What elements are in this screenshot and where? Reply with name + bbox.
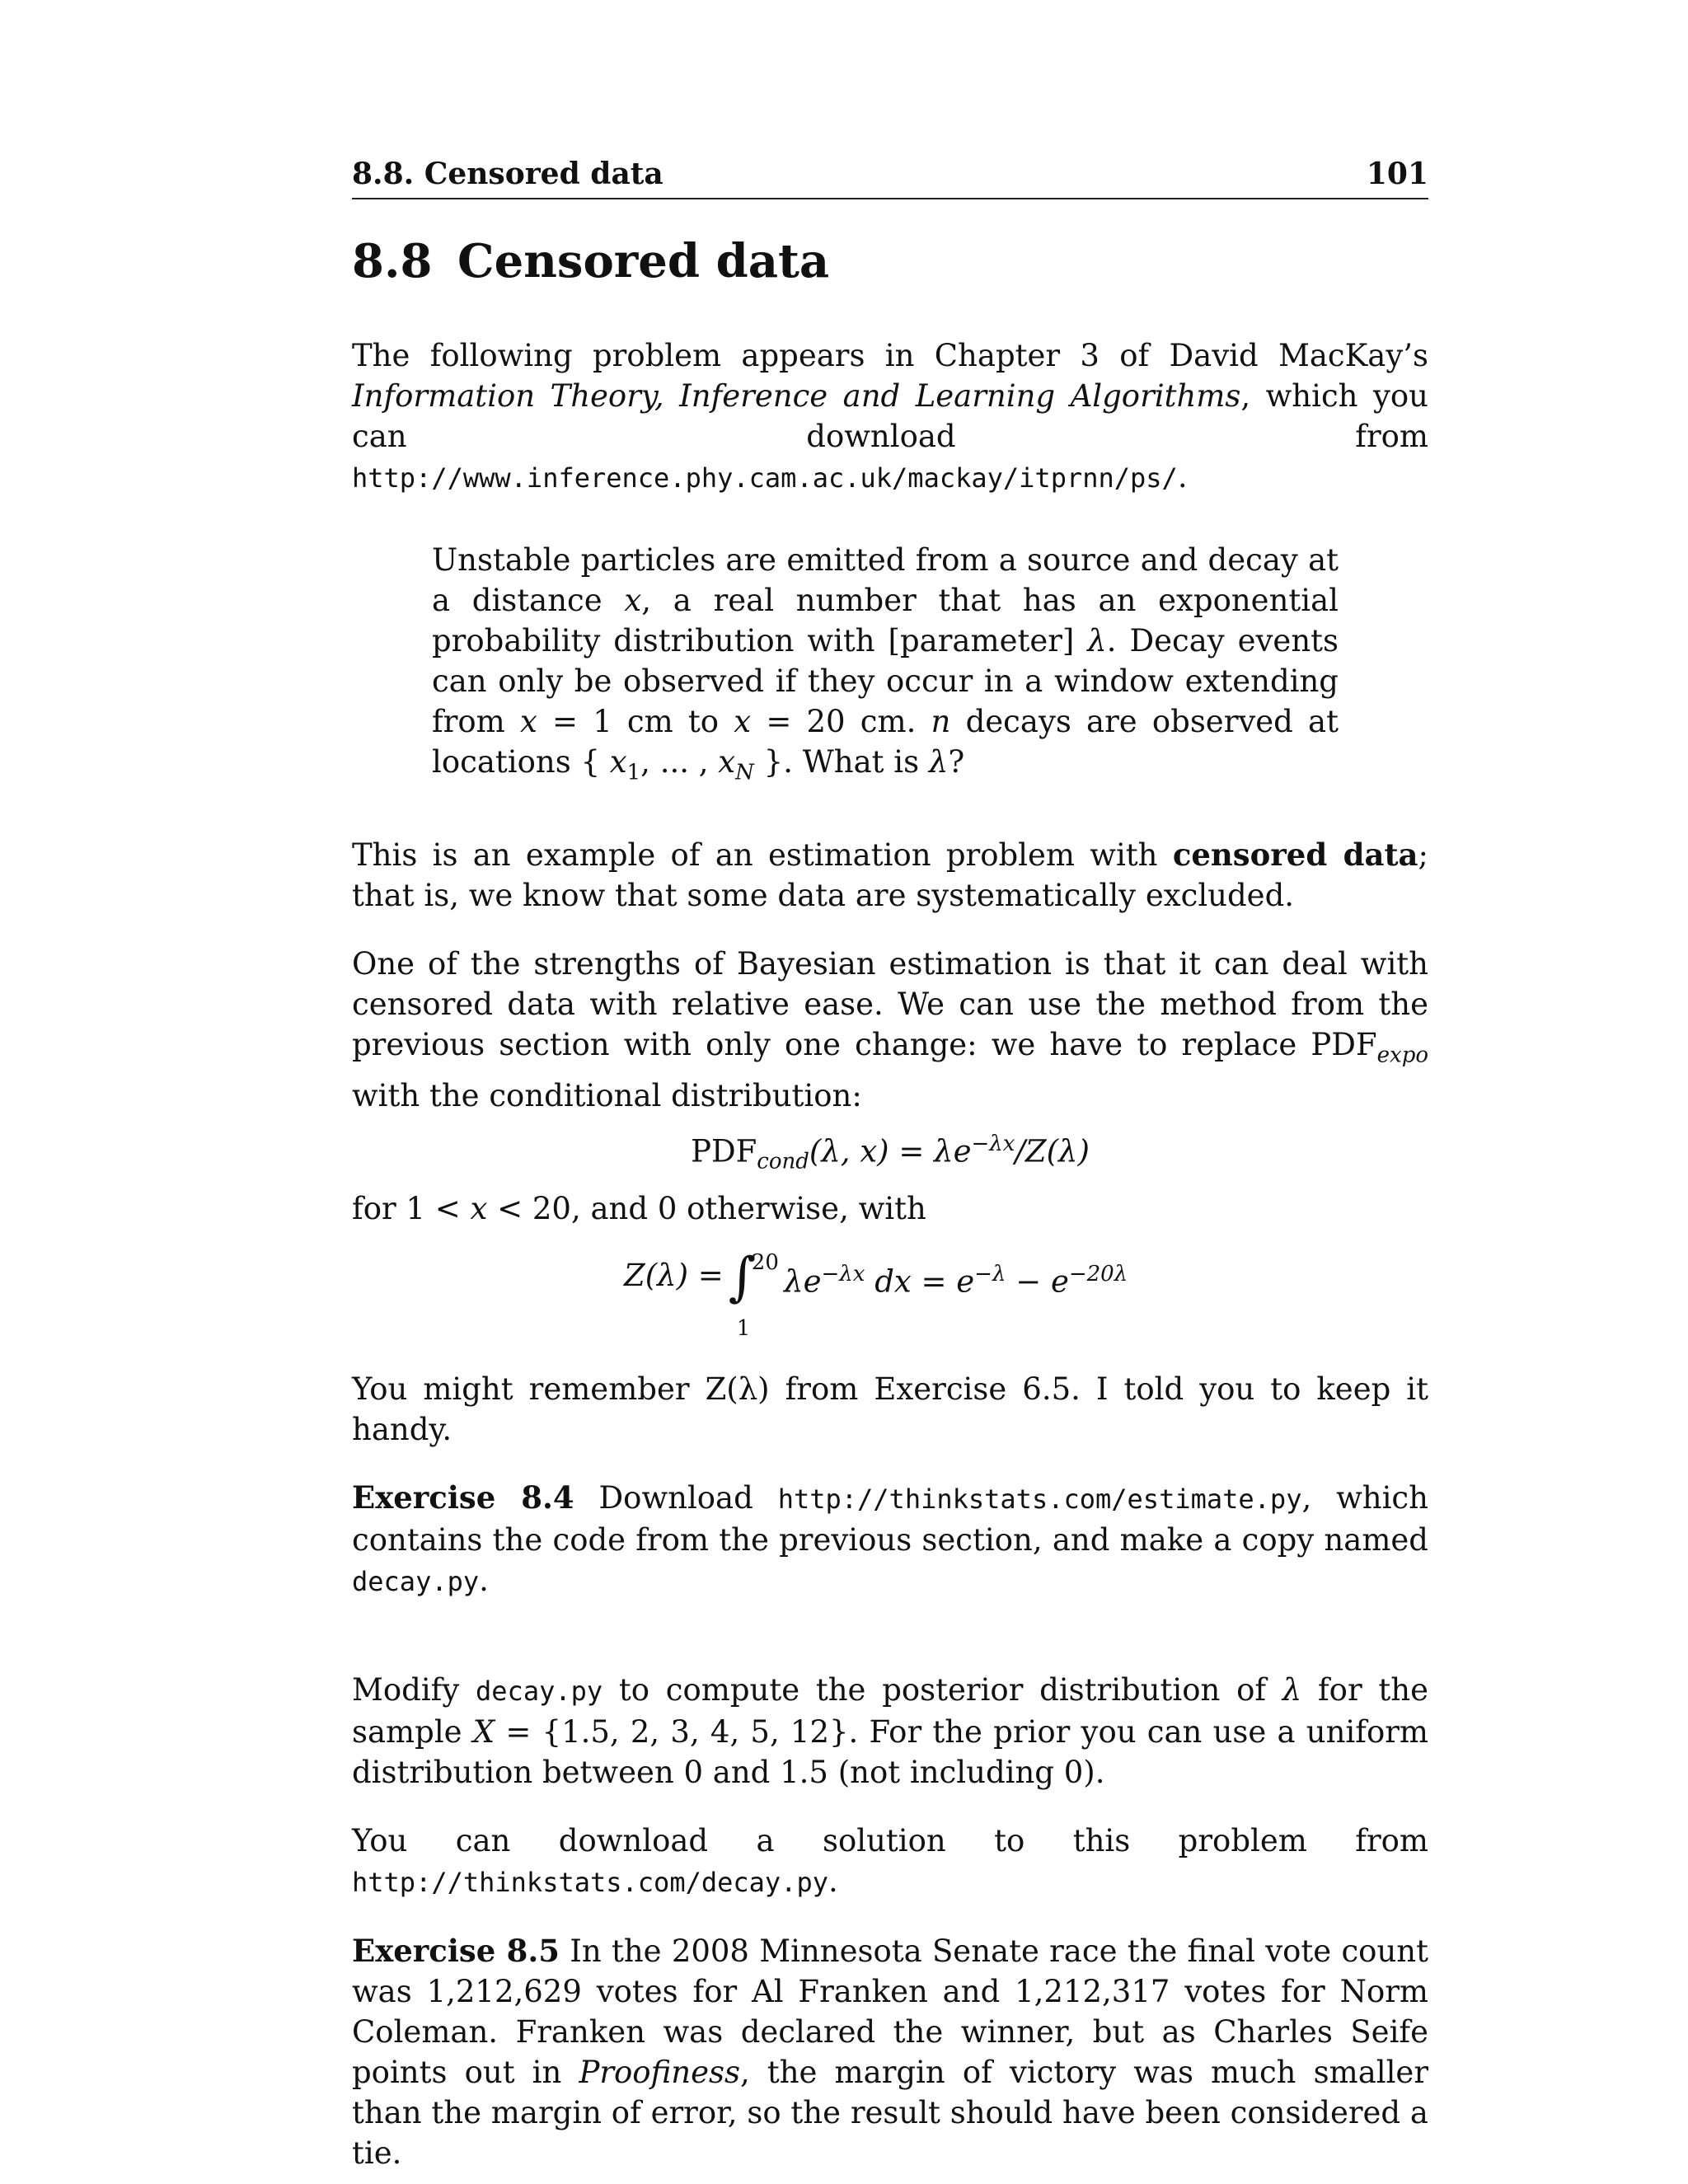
superscript: −λx xyxy=(821,1261,865,1286)
quote-text: = 20 cm. xyxy=(751,704,931,740)
intro-text-after: , which you can download from xyxy=(352,378,1428,455)
estimate-url-link[interactable]: http://thinkstats.com/estimate.py xyxy=(777,1483,1302,1515)
para-text: with the conditional distribution: xyxy=(352,1077,862,1113)
var-x: x xyxy=(470,1190,488,1226)
header-section-label: 8.8. Censored data xyxy=(352,157,663,191)
section-title: Censored data xyxy=(457,234,830,288)
section-number: 8.8 xyxy=(352,234,433,288)
superscript: −λx xyxy=(971,1131,1015,1156)
eq-text: dx = e xyxy=(865,1263,975,1300)
quote-text: Unstable particles are emitted from a source and decay at a distance xyxy=(432,542,1339,619)
for-range-paragraph xyxy=(352,1188,1428,1229)
para-text: to compute the posterior distribution of xyxy=(603,1671,1282,1708)
para-text: One of the strengths of Bayesian estimation is that it can deal with censored data with relative ease. We can use the method from the previous section with only one change: we have to replace PDF xyxy=(352,945,1428,1062)
running-header xyxy=(352,148,1428,199)
page-number: 101 xyxy=(1366,157,1428,191)
quote-text: }. What is xyxy=(753,744,929,780)
integral-lower-bound: 1 xyxy=(736,1316,751,1342)
exercise-label: Exercise 8.4 xyxy=(352,1479,574,1516)
var-n: n xyxy=(931,704,951,740)
para-text: for the sample xyxy=(352,1671,1428,1750)
eq-text: /Z(λ) xyxy=(1015,1133,1090,1169)
eq-text: Z(λ) = xyxy=(624,1257,724,1293)
page-content xyxy=(352,148,1428,2173)
var-x: x xyxy=(519,704,537,740)
para-text: = {1.5, 2, 3, 4, 5, 12}. For the prior you can use a uniform distribution between 0 and 1.5 (not including 0). xyxy=(352,1713,1429,1790)
integral-sign: ∫ xyxy=(728,1247,757,1309)
para-text: This is an example of an estimation problem with xyxy=(352,837,1173,873)
filename: decay.py xyxy=(352,1565,480,1597)
intro-end: . xyxy=(1177,459,1188,495)
superscript: −λ xyxy=(974,1261,1006,1286)
censored-data-paragraph xyxy=(352,835,1428,916)
var-lambda: λ xyxy=(1282,1671,1302,1708)
para-text: Download xyxy=(574,1479,778,1516)
filename: decay.py xyxy=(476,1675,603,1707)
var-lambda: λ xyxy=(928,744,949,780)
var-x: x xyxy=(734,704,752,740)
para-text: You can download a solution to this problem from xyxy=(352,1822,1428,1858)
solution-paragraph xyxy=(352,1821,1428,1903)
exercise-label: Exercise 8.5 xyxy=(352,1932,560,1969)
quote-text: = 1 cm to xyxy=(537,704,734,740)
subscript: N xyxy=(735,760,754,785)
para-text: < 20, and 0 otherwise, with xyxy=(487,1190,926,1226)
quote-text: . Decay events can only be observed if they occur in a window extending from xyxy=(432,623,1339,740)
eq-text: − e xyxy=(1006,1263,1069,1300)
para-text: ; that is, we know that some data are systematically excluded. xyxy=(352,837,1428,913)
exercise-8-4 xyxy=(352,1478,1428,1602)
book-title: Proofiness xyxy=(579,2054,740,2090)
integral-symbol xyxy=(728,1247,779,1342)
para-text: In the 2008 Minnesota Senate race the final vote count was 1,212,629 votes for Al Franken and 1,212,317 votes for Norm Coleman. Franken was declared the winner, but as Charles Seife points out in xyxy=(352,1933,1428,2090)
section-heading xyxy=(352,234,1428,289)
eq-text: (λ, x) = λe xyxy=(809,1133,972,1169)
eq-text: λe xyxy=(784,1263,822,1300)
intro-text: The following problem appears in Chapter 3 of David MacKay’s xyxy=(352,338,1428,374)
superscript: −20λ xyxy=(1068,1261,1128,1286)
para-text: Modify xyxy=(352,1671,476,1708)
equation-pdf-cond xyxy=(352,1121,1428,1185)
equation-normalizer xyxy=(352,1247,1428,1352)
remember-paragraph: You might remember Z(λ) from Exercise 6.5. I told you to keep it handy. xyxy=(352,1371,1428,1447)
exercise-8-5 xyxy=(352,1931,1428,2173)
para-text: . xyxy=(479,1562,489,1598)
strengths-paragraph xyxy=(352,944,1428,1116)
mackay-url-link[interactable]: http://www.inference.phy.cam.ac.uk/mackay/itprnn/ps/ xyxy=(352,462,1178,494)
var-xn: x xyxy=(718,744,736,780)
quote-text: , ... , xyxy=(640,744,719,780)
decay-solution-url-link[interactable]: http://thinkstats.com/decay.py xyxy=(352,1866,828,1898)
problem-quote xyxy=(432,540,1339,793)
var-x: x xyxy=(624,583,642,619)
modify-paragraph xyxy=(352,1670,1428,1793)
quote-text: decays are observed at locations { xyxy=(432,704,1339,780)
para-text: , which contains the code from the previous section, and make a copy named xyxy=(352,1479,1428,1558)
para-text: , the margin of victory was much smaller than the margin of error, so the result should have been considered a tie. xyxy=(352,2054,1429,2171)
para-text: . xyxy=(828,1863,838,1899)
subscript: expo xyxy=(1376,1042,1428,1067)
integral-upper-bound: 20 xyxy=(751,1250,779,1276)
subscript: 1 xyxy=(626,760,641,785)
subscript: cond xyxy=(757,1149,809,1174)
book-title: Information Theory, Inference and Learning Algorithms xyxy=(352,378,1241,415)
bold-term: censored data xyxy=(1172,836,1418,873)
intro-paragraph xyxy=(352,335,1428,499)
var-X: X xyxy=(472,1713,495,1750)
quote-text: , a real number that has an exponential probability distribution with [parameter] xyxy=(432,583,1339,659)
var-x1: x xyxy=(609,744,627,780)
quote-text: ? xyxy=(948,744,965,780)
eq-text: PDF xyxy=(691,1133,757,1169)
var-lambda: λ xyxy=(1087,623,1107,659)
para-text: for 1 < xyxy=(352,1190,471,1226)
